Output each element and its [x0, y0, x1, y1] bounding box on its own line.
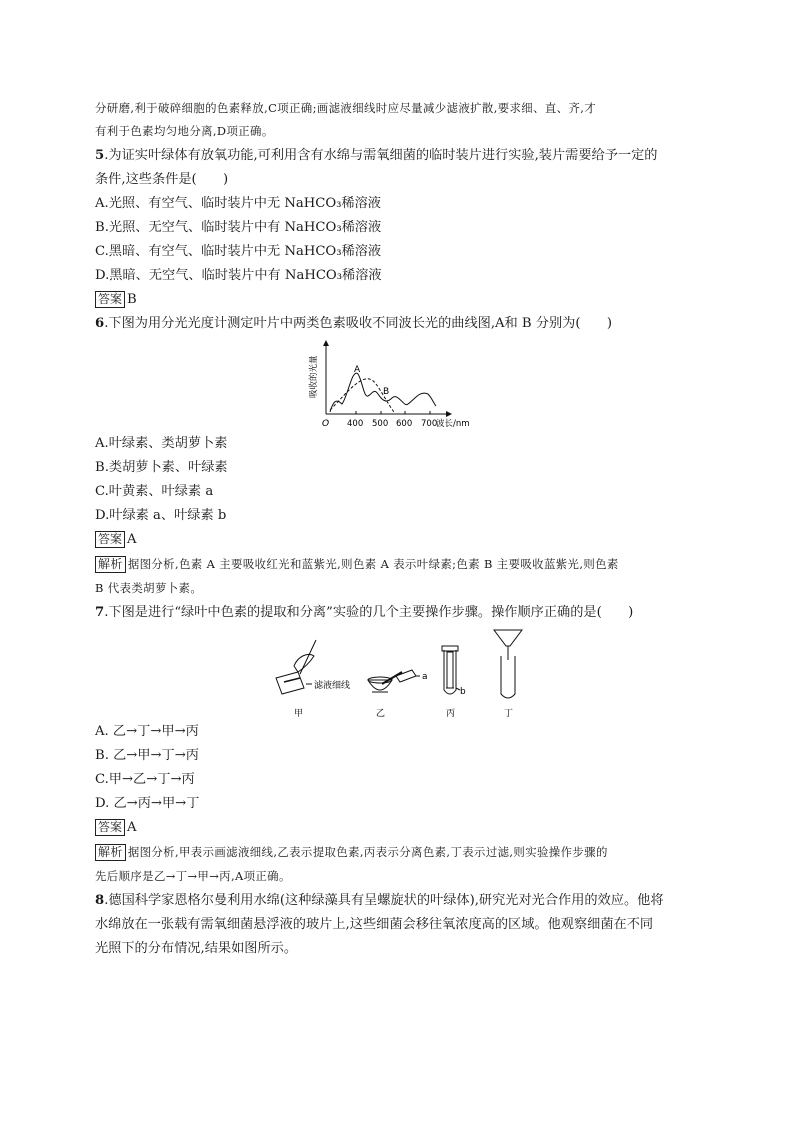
q7-analysis-text-1: 据图分析,甲表示画滤液细线,乙表示提取色素,丙表示分离色素,丁表示过滤,则实验操作步骤的 — [127, 845, 608, 859]
mortar — [368, 680, 392, 690]
q6-absorption-figure — [300, 338, 470, 430]
q7-option-b: B. 乙→甲→丁→丙 — [95, 748, 199, 763]
tick-label-500: 500 — [372, 419, 389, 429]
step-bing-separating — [442, 646, 466, 697]
q6-number: 6 — [95, 316, 105, 331]
answer-tag: 答案 — [95, 531, 125, 548]
q5-stem-text-1: .为证实叶绿体有放氧功能,可利用含有水绵与需氧细菌的临时装片进行实验,装片需要给予一定的 — [104, 148, 658, 163]
tick-label-400: 400 — [347, 419, 364, 429]
q6-answer-value: A — [127, 532, 137, 547]
q7-analysis-line-2: 先后顺序是乙→丁→甲→丙,A项正确。 — [95, 869, 291, 883]
funnel-cone — [494, 630, 522, 646]
q7-option-a: A. 乙→丁→甲→丙 — [95, 724, 199, 739]
q6-analysis-text-1: 据图分析,色素 A 主要吸收红光和蓝紫光,则色素 A 表示叶绿素;色素 B 主要吸收蓝紫光,则色素 — [127, 557, 619, 571]
glass-rod-hand — [396, 670, 416, 682]
q6-analysis-line-1 — [95, 554, 695, 574]
prev-explanation-line-2: 有利于色素均匀地分离,D项正确。 — [95, 124, 274, 138]
pestle — [382, 672, 402, 684]
q7-number: 7 — [95, 605, 105, 620]
caption-jia: 甲 — [294, 709, 304, 719]
q8-number: 8 — [95, 893, 105, 908]
tick-label-600: 600 — [396, 419, 413, 429]
test-tube — [444, 650, 456, 694]
q5-number: 5 — [95, 148, 105, 163]
hand-shape — [294, 654, 314, 672]
q7-option-c: C.甲→乙→丁→丙 — [95, 772, 195, 787]
q8-line-2: 水绵放在一张载有需氧细菌悬浮液的玻片上,这些细菌会移往氧浓度高的区域。他观察细菌在不同 — [95, 917, 654, 932]
q5-stem-line-2: 条件,这些条件是( ) — [95, 172, 229, 187]
caption-bing: 丙 — [446, 709, 456, 719]
q7-answer-value: A — [127, 820, 137, 835]
q5-stem-line-1 — [95, 146, 695, 166]
label-a: a — [422, 672, 428, 682]
q7-stem — [95, 603, 695, 623]
tick-label-700: 700 — [421, 419, 438, 429]
q5-option-a: A.光照、有空气、临时装片中无 NaHCO₃稀溶液 — [95, 196, 381, 211]
q8-line-3: 光照下的分布情况,结果如图所示。 — [95, 941, 298, 956]
q6-option-c: C.叶黄素、叶绿素 a — [95, 484, 214, 499]
y-axis-arrow — [323, 340, 329, 346]
q7-analysis-line-1 — [95, 842, 695, 862]
q8-text-1: .德国科学家恩格尔曼利用水绵(这种绿藻具有呈螺旋状的叶绿体),研究光对光合作用的效应。他将 — [104, 893, 664, 908]
q6-option-d: D.叶绿素 a、叶绿素 b — [95, 508, 227, 523]
curve-a-label: A — [354, 365, 361, 375]
q6-analysis-line-2: B 代表类胡萝卜素。 — [95, 581, 203, 595]
q6-stem — [95, 314, 695, 334]
origin-label: O — [322, 419, 330, 429]
q5-answer-value: B — [127, 292, 137, 307]
x-axis-label: 波长/nm — [436, 419, 470, 429]
q8-line-1 — [95, 891, 695, 911]
q5-option-c: C.黑暗、有空气、临时装片中无 NaHCO₃稀溶液 — [95, 244, 382, 259]
caption-yi: 乙 — [376, 709, 386, 719]
filter-line-label: 滤液细线 — [314, 681, 351, 691]
q7-procedure-figure — [270, 626, 530, 720]
label-b: b — [460, 687, 466, 697]
q6-option-a: A.叶绿素、类胡萝卜素 — [95, 436, 228, 451]
q6-stem-text: .下图为用分光光度计测定叶片中两类色素吸收不同波长光的曲线图,A和 B 分别为( ) — [104, 316, 613, 331]
q5-option-b: B.光照、无空气、临时装片中有 NaHCO₃稀溶液 — [95, 220, 382, 235]
collection-tube — [501, 656, 515, 698]
q5-answer — [95, 290, 695, 310]
analysis-tag: 解析 — [95, 844, 126, 861]
prev-explanation-line-1: 分研磨,利于破碎细胞的色素释放,C项正确;画滤液细线时应尽量减少滤液扩散,要求细、直、齐,才 — [95, 101, 597, 115]
paper-strip — [447, 652, 453, 688]
q7-option-d: D. 乙→丙→甲→丁 — [95, 796, 200, 811]
step-ding-filtering — [494, 630, 522, 698]
filter-paper-strip — [276, 672, 304, 694]
absorption-curve-chart — [300, 338, 470, 430]
procedure-illustration — [270, 626, 530, 720]
x-axis-arrow — [446, 411, 452, 417]
q7-stem-text: .下图是进行“绿叶中色素的提取和分离”实验的几个主要操作步骤。操作顺序正确的是( ) — [104, 605, 634, 620]
q6-option-b: B.类胡萝卜素、叶绿素 — [95, 460, 228, 475]
y-axis-label: 吸收的光量 — [309, 355, 319, 398]
step-jia-drawing-filter-line — [276, 640, 350, 694]
analysis-tag: 解析 — [95, 556, 126, 573]
step-yi-grinding — [368, 670, 428, 692]
filter-line — [284, 678, 300, 682]
answer-tag: 答案 — [95, 819, 125, 836]
q5-option-d: D.黑暗、无空气、临时装片中有 NaHCO₃稀溶液 — [95, 268, 382, 283]
answer-tag: 答案 — [95, 291, 125, 308]
caption-ding: 丁 — [504, 709, 514, 719]
curve-b-label: B — [383, 387, 390, 397]
q7-answer — [95, 818, 695, 838]
q6-answer — [95, 530, 695, 550]
